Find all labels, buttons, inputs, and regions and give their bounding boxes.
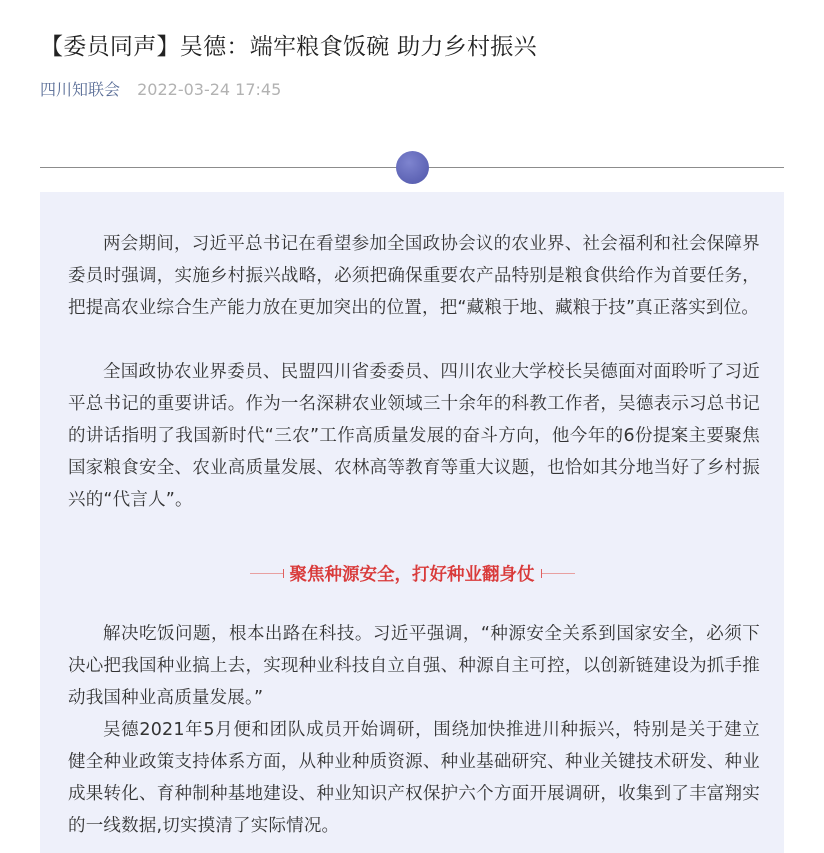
paragraph-4: 吴德2021年5月便和团队成员开始调研，围绕加快推进川种振兴，特别是关于建立健全种业政策支持体系方面，从种业种质资源、种业基础研究、种业关键技术研发、种业成果转化、育种制种基地建设、种业知识产权保护六个方面开展调研，收集到了丰富翔实的一线数据,切实摸清了实际情况。 [68,720,760,836]
section-heading [40,557,784,589]
article-meta [40,77,281,100]
paragraph-3: 解决吃饭问题，根本出路在科技。习近平强调，“种源安全关系到国家安全，必须下决心把我国种业搞上去，实现种业科技自立自强、种源自主可控，以创新链建设为抓手推动我国种业高质量发展。” [68,624,760,708]
publish-time: 2022-03-24 17:45 [137,80,282,99]
heading-left-ornament [250,573,284,574]
paragraph-1: 两会期间，习近平总书记在看望参加全国政协会议的农业界、社会福利和社会保障界委员时强调，实施乡村振兴战略，必须把确保重要农产品特别是粮食供给作为首要任务，把提高农业综合生产能力放在更加突出的位置，把“藏粮于地、藏粮于技”真正落实到位。 [68,234,760,318]
article-title: 【委员同声】吴德：端牢粮食饭碗 助力乡村振兴 [40,34,537,60]
heading-right-ornament [541,573,575,574]
divider-circle-decoration [396,151,429,184]
section-heading-text: 聚焦种源安全，打好种业翻身仗 [289,564,535,585]
account-name-link[interactable]: 四川知联会 [40,80,121,99]
paragraph-2: 全国政协农业界委员、民盟四川省委委员、四川农业大学校长吴德面对面聆听了习近平总书记的重要讲话。作为一名深耕农业领域三十余年的科教工作者，吴德表示习总书记的讲话指明了我国新时代“三农”工作高质量发展的奋斗方向，他今年的6份提案主要聚焦国家粮食安全、农业高质量发展、农林高等教育等重大议题，也恰如其分地当好了乡村振兴的“代言人”。 [68,362,760,510]
